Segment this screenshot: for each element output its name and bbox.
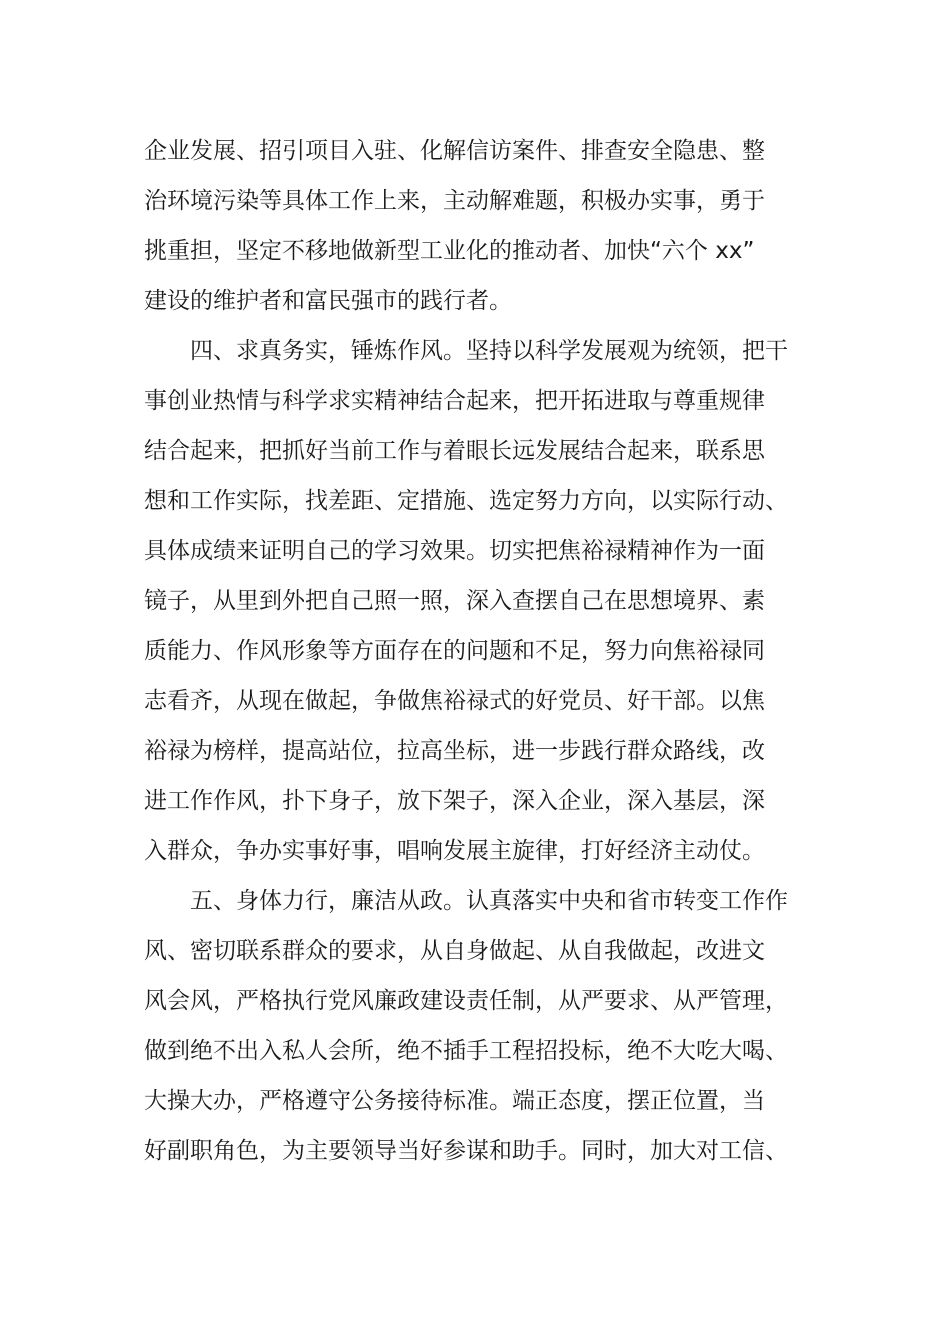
text-line: 质能力、作风形象等方面存在的问题和不足，努力向焦裕禄同 [144,638,765,664]
text-line: 志看齐，从现在做起，争做焦裕禄式的好党员、好干部。以焦 [144,688,765,714]
document-body [144,126,806,1176]
text-line: 事创业热情与科学求实精神结合起来，把开拓进取与尊重规律 [144,388,765,414]
paragraph-continuation [144,126,806,326]
text-line: 进工作作风，扑下身子，放下架子，深入企业，深入基层，深 [144,788,765,814]
paragraph-section-four [144,326,806,876]
text-line: 风会风，严格执行党风廉政建设责任制，从严要求、从严管理， [144,988,788,1014]
text-line: 入群众，争办实事好事，唱响发展主旋律，打好经济主动仗。 [144,838,765,864]
text-line: 想和工作实际，找差距、定措施、选定努力方向，以实际行动、 [144,488,788,514]
text-line: 具体成绩来证明自己的学习效果。切实把焦裕禄精神作为一面 [144,538,765,564]
text-line: 挑重担，坚定不移地做新型工业化的推动者、加快“六个 xx” [144,238,755,264]
text-line: 治环境污染等具体工作上来，主动解难题，积极办实事，勇于 [144,188,765,214]
text-line: 风、密切联系群众的要求，从自身做起、从自我做起，改进文 [144,938,765,964]
text-line: 好副职角色，为主要领导当好参谋和助手。同时，加大对工信、 [144,1138,788,1164]
text-line: 建设的维护者和富民强市的践行者。 [144,288,512,314]
paragraph-section-five [144,876,806,1176]
section-four-first-line: 四、求真务实，锤炼作风。坚持以科学发展观为统领，把干 [190,338,788,364]
text-line: 企业发展、招引项目入驻、化解信访案件、排查安全隐患、整 [144,138,765,164]
text-line: 裕禄为榜样，提高站位，拉高坐标，进一步践行群众路线，改 [144,738,765,764]
section-five-first-line: 五、身体力行，廉洁从政。认真落实中央和省市转变工作作 [190,888,788,914]
text-line: 大操大办，严格遵守公务接待标准。端正态度，摆正位置，当 [144,1088,765,1114]
text-line: 镜子，从里到外把自己照一照，深入查摆自己在思想境界、素 [144,588,765,614]
text-line: 做到绝不出入私人会所，绝不插手工程招投标，绝不大吃大喝、 [144,1038,788,1064]
text-line: 结合起来，把抓好当前工作与着眼长远发展结合起来，联系思 [144,438,765,464]
